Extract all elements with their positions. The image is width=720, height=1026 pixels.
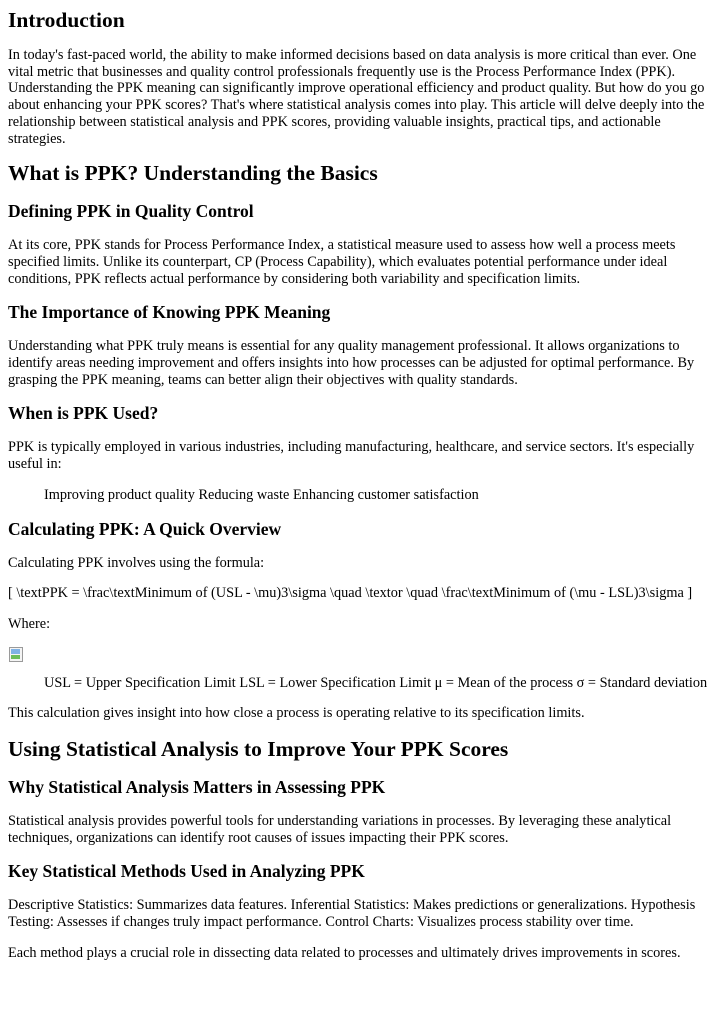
article (0, 8, 720, 962)
importance-paragraph: Understanding what PPK truly means is essential for any quality management professional. It allows organizations to identify areas needing improvement and offers insights into how processes can be adjusted for optimal performance. By grasping the PPK meaning, teams can better align their objectives with quality standards. (8, 338, 695, 388)
when-used-paragraph: PPK is typically employed in various industries, including manufacturing, healthcare, and service sectors. It's especially useful in: (8, 439, 695, 473)
methods-heading: Key Statistical Methods Used in Analyzing PPK (8, 861, 365, 882)
calculation-conclusion: This calculation gives insight into how close a process is operating relative to its specification limits. (8, 705, 585, 722)
formula-image (8, 646, 712, 663)
defining-paragraph: At its core, PPK stands for Process Performance Index, a statistical measure used to assess how well a process meets specified limits. Unlike its counterpart, CP (Process Capability), which evaluates potential performance under ideal conditions, PPK reflects actual performance by considering both variability and specification limits. (8, 237, 676, 287)
broken-image-icon (8, 646, 24, 662)
calculating-paragraph: Calculating PPK involves using the formula: (8, 554, 265, 571)
basics-heading: What is PPK? Understanding the Basics (8, 161, 378, 186)
why-paragraph: Statistical analysis provides powerful tools for understanding variations in processes. By leveraging these analytical techniques, organizations can identify root causes of issues impacting their PPK scores. (8, 813, 672, 846)
intro-paragraph: In today's fast-paced world, the ability to make informed decisions based on data analysis is more critical than ever. One vital metric that businesses and quality control professionals frequently use is the Process Performance Index (PPK). Understanding the PPK meaning can significantly improve operational efficiency and product quality. But how do you go about enhancing your PPK scores? That's where statistical analysis comes into play. This article will delve deeply into the relationship between statistical analysis and PPK scores, providing valuable insights, practical tips, and actionable strategies. (8, 47, 705, 147)
defining-heading: Defining PPK in Quality Control (8, 201, 254, 222)
why-heading: Why Statistical Analysis Matters in Assessing PPK (8, 777, 386, 798)
methods-closing: Each method plays a crucial role in dissecting data related to processes and ultimately drives improvements in scores. (8, 944, 681, 961)
when-used-heading: When is PPK Used? (8, 403, 159, 424)
uses-list: Improving product quality Reducing waste Enhancing customer satisfaction (44, 486, 479, 503)
methods-paragraph: Descriptive Statistics: Summarizes data features. Inferential Statistics: Makes predictions or generalizations. Hypothesis Testing: Assesses if changes truly impact performance. Control Charts: Visualizes process stability over time. (8, 897, 696, 931)
importance-heading: The Importance of Knowing PPK Meaning (8, 302, 331, 323)
stats-heading: Using Statistical Analysis to Improve Your PPK Scores (8, 737, 509, 762)
calculating-heading: Calculating PPK: A Quick Overview (8, 518, 282, 539)
where-label: Where: (8, 615, 51, 632)
ppk-formula: [ \textPPK = \frac\textMinimum of (USL - \mu)3\sigma \quad \textor \quad \frac\textMinimum of (\mu - LSL)3\sigma ] (8, 585, 693, 602)
variable-definitions: USL = Upper Specification Limit LSL = Lower Specification Limit μ = Mean of the process σ = Standard deviation (44, 674, 708, 691)
intro-heading: Introduction (8, 8, 125, 32)
